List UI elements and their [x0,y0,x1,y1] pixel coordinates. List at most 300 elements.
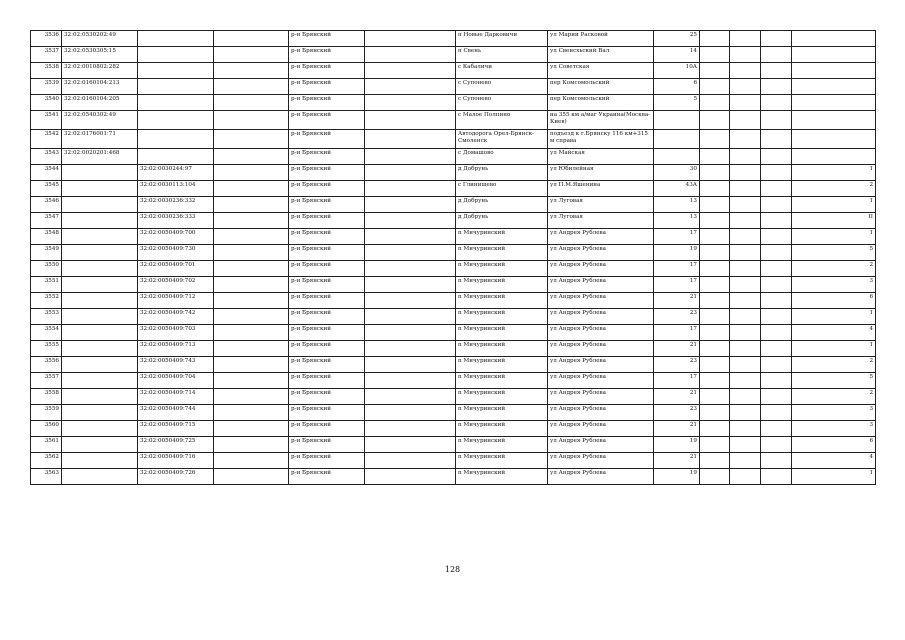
empty-cell [761,197,792,213]
house-cell: 17 [654,325,700,341]
district-cell: р-н Брянский [289,453,365,469]
empty-cell [214,47,289,63]
last-value-cell: 1 [792,165,876,181]
district-cell: р-н Брянский [289,325,365,341]
empty-cell [214,181,289,197]
cadastral-number-a-cell [62,165,138,181]
table-row [31,95,876,111]
district-cell: р-н Брянский [289,63,365,79]
empty-cell [365,149,456,165]
empty-cell [761,309,792,325]
house-cell: 23 [654,405,700,421]
locality-cell: п Мичуринский [456,309,548,325]
empty-cell [761,31,792,47]
row-number-cell: 3544 [31,165,62,181]
street-cell: ул Юбилейная [548,165,654,181]
last-value-cell: 4 [792,325,876,341]
cadastral-number-a-cell: 32:02:0540302:49 [62,111,138,130]
last-value-cell: 1 [792,341,876,357]
row-number-cell: 3547 [31,213,62,229]
empty-cell [761,389,792,405]
empty-cell [700,373,730,389]
empty-cell [214,79,289,95]
empty-cell [214,277,289,293]
empty-cell [700,111,730,130]
last-value-cell [792,111,876,130]
cadastral-number-a-cell [62,293,138,309]
empty-cell [761,245,792,261]
district-cell: р-н Брянский [289,245,365,261]
empty-cell [365,213,456,229]
empty-cell [730,309,761,325]
house-cell: 19 [654,469,700,485]
cadastral-number-b-cell [138,63,214,79]
table-row [31,309,876,325]
empty-cell [730,357,761,373]
table-row [31,357,876,373]
empty-cell [730,111,761,130]
row-number-cell: 3543 [31,149,62,165]
cadastral-number-a-cell [62,229,138,245]
locality-cell: п Мичуринский [456,245,548,261]
empty-cell [365,165,456,181]
locality-cell: п Мичуринский [456,405,548,421]
empty-cell [365,130,456,149]
empty-cell [700,165,730,181]
table-row [31,405,876,421]
district-cell: р-н Брянский [289,213,365,229]
empty-cell [730,197,761,213]
row-number-cell: 3556 [31,357,62,373]
cadastral-number-a-cell [62,389,138,405]
row-number-cell: 3550 [31,261,62,277]
empty-cell [730,63,761,79]
cadastral-number-a-cell [62,405,138,421]
empty-cell [761,453,792,469]
empty-cell [365,453,456,469]
empty-cell [214,197,289,213]
house-cell: 13 [654,213,700,229]
cadastral-number-a-cell [62,245,138,261]
empty-cell [761,437,792,453]
empty-cell [761,111,792,130]
empty-cell [730,245,761,261]
district-cell: р-н Брянский [289,357,365,373]
cadastral-number-a-cell: 32:02:0020201:468 [62,149,138,165]
empty-cell [214,469,289,485]
empty-cell [365,373,456,389]
house-cell: 30 [654,165,700,181]
street-cell: ул Андрея Рублева [548,261,654,277]
empty-cell [700,79,730,95]
last-value-cell: 2 [792,357,876,373]
empty-cell [700,453,730,469]
cadastral-number-a-cell: 32:02:0010802:282 [62,63,138,79]
street-cell: ул Андрея Рублева [548,309,654,325]
cadastral-number-b-cell: 32:02:0050409:714 [138,389,214,405]
row-number-cell: 3546 [31,197,62,213]
locality-cell: д Добрунь [456,197,548,213]
empty-cell [700,229,730,245]
cadastral-number-a-cell [62,421,138,437]
empty-cell [214,357,289,373]
empty-cell [730,229,761,245]
cadastral-number-b-cell: 32:02:0050409:725 [138,437,214,453]
cadastral-number-b-cell [138,95,214,111]
row-number-cell: 3561 [31,437,62,453]
empty-cell [761,181,792,197]
street-cell: ул Андрея Рублева [548,293,654,309]
cadastral-number-b-cell: 32:02:0050409:703 [138,325,214,341]
empty-cell [700,309,730,325]
table-row [31,181,876,197]
table-row [31,261,876,277]
locality-cell: п Мичуринский [456,293,548,309]
empty-cell [700,325,730,341]
cadastral-number-b-cell [138,149,214,165]
street-cell: ул Андрея Рублева [548,341,654,357]
district-cell: р-н Брянский [289,421,365,437]
empty-cell [365,181,456,197]
house-cell: 14 [654,47,700,63]
street-cell: пер Комсомольский [548,79,654,95]
locality-cell: с Супонево [456,79,548,95]
empty-cell [700,405,730,421]
district-cell: р-н Брянский [289,405,365,421]
district-cell: р-н Брянский [289,261,365,277]
empty-cell [761,325,792,341]
row-number-cell: 3562 [31,453,62,469]
locality-cell: с Супонево [456,95,548,111]
empty-cell [365,437,456,453]
empty-cell [214,261,289,277]
empty-cell [700,357,730,373]
street-cell: ул Андрея Рублева [548,229,654,245]
empty-cell [761,165,792,181]
house-cell: 17 [654,229,700,245]
empty-cell [214,293,289,309]
street-cell: ул Луговая [548,213,654,229]
table-row [31,373,876,389]
empty-cell [761,149,792,165]
house-cell: 17 [654,373,700,389]
cadastral-number-b-cell: 32:02:0050409:716 [138,453,214,469]
street-cell: ул Андрея Рублева [548,357,654,373]
empty-cell [761,293,792,309]
row-number-cell: 3554 [31,325,62,341]
district-cell: р-н Брянский [289,31,365,47]
district-cell: р-н Брянский [289,293,365,309]
locality-cell: д Добрунь [456,165,548,181]
empty-cell [700,245,730,261]
street-cell: ул Андрея Рублева [548,405,654,421]
locality-cell: с Малое Полпино [456,111,548,130]
empty-cell [365,79,456,95]
empty-cell [365,469,456,485]
row-number-cell: 3548 [31,229,62,245]
district-cell: р-н Брянский [289,47,365,63]
locality-cell: п Мичуринский [456,421,548,437]
row-number-cell: 3540 [31,95,62,111]
table-row [31,325,876,341]
empty-cell [730,79,761,95]
empty-cell [365,47,456,63]
locality-cell: с Кабаличи [456,63,548,79]
locality-cell: п Новые Дарковичи [456,31,548,47]
table-row [31,47,876,63]
locality-cell: п Мичуринский [456,437,548,453]
last-value-cell [792,149,876,165]
empty-cell [214,245,289,261]
last-value-cell: 2 [792,389,876,405]
empty-cell [730,325,761,341]
table-row [31,63,876,79]
house-cell [654,149,700,165]
cadastral-number-b-cell: 32:02:0050409:726 [138,469,214,485]
cadastral-number-a-cell [62,357,138,373]
table-row [31,421,876,437]
street-cell: ул Андрея Рублева [548,421,654,437]
empty-cell [700,421,730,437]
table-row [31,165,876,181]
empty-cell [214,325,289,341]
empty-cell [214,130,289,149]
street-cell: ул Андрея Рублева [548,453,654,469]
district-cell: р-н Брянский [289,229,365,245]
cadastral-number-b-cell: 32:02:0050409:713 [138,341,214,357]
house-cell: 13 [654,197,700,213]
empty-cell [214,309,289,325]
empty-cell [700,63,730,79]
district-cell: р-н Брянский [289,149,365,165]
empty-cell [365,63,456,79]
empty-cell [761,277,792,293]
empty-cell [700,437,730,453]
district-cell: р-н Брянский [289,437,365,453]
last-value-cell [792,31,876,47]
street-cell: ул Андрея Рублева [548,245,654,261]
last-value-cell: 6 [792,437,876,453]
empty-cell [730,373,761,389]
cadastral-number-b-cell: 32:02:0050409:742 [138,309,214,325]
row-number-cell: 3536 [31,31,62,47]
cadastral-number-a-cell: 32:02:0530305:15 [62,47,138,63]
house-cell: 6 [654,79,700,95]
last-value-cell: 3 [792,405,876,421]
empty-cell [761,47,792,63]
empty-cell [214,229,289,245]
empty-cell [700,341,730,357]
district-cell: р-н Брянский [289,373,365,389]
empty-cell [214,63,289,79]
table-row [31,79,876,95]
street-cell: ул Советская [548,63,654,79]
empty-cell [214,111,289,130]
last-value-cell: 6 [792,293,876,309]
table-row [31,277,876,293]
empty-cell [365,421,456,437]
empty-cell [365,341,456,357]
locality-cell: п Мичуринский [456,389,548,405]
cadastral-number-a-cell [62,453,138,469]
house-cell [654,111,700,130]
cadastral-number-a-cell [62,325,138,341]
empty-cell [730,421,761,437]
street-cell: ул Андрея Рублева [548,389,654,405]
empty-cell [214,95,289,111]
empty-cell [730,213,761,229]
last-value-cell: 5 [792,373,876,389]
last-value-cell: 2 [792,181,876,197]
cadastral-number-b-cell: 32:02:0050409:704 [138,373,214,389]
cadastral-number-b-cell: 32:02:0050409:702 [138,277,214,293]
empty-cell [214,405,289,421]
empty-cell [365,261,456,277]
row-number-cell: 3537 [31,47,62,63]
empty-cell [761,95,792,111]
district-cell: р-н Брянский [289,181,365,197]
cadastral-number-b-cell: 32:02:0050409:701 [138,261,214,277]
table-row [31,149,876,165]
cadastral-number-a-cell [62,341,138,357]
house-cell: 25 [654,31,700,47]
empty-cell [700,277,730,293]
cadastral-number-a-cell: 32:02:0176001:71 [62,130,138,149]
house-cell: 43А [654,181,700,197]
empty-cell [700,293,730,309]
cadastral-number-a-cell: 32:02:0160104:213 [62,79,138,95]
row-number-cell: 3545 [31,181,62,197]
empty-cell [730,293,761,309]
cadastral-number-b-cell [138,130,214,149]
last-value-cell: 3 [792,277,876,293]
cadastral-number-b-cell: 32:02:0030244:97 [138,165,214,181]
row-number-cell: 3558 [31,389,62,405]
empty-cell [730,437,761,453]
row-number-cell: 3539 [31,79,62,95]
house-cell: 17 [654,277,700,293]
cadastral-number-b-cell: 32:02:0050409:715 [138,421,214,437]
row-number-cell: 3560 [31,421,62,437]
street-cell: ул Марии Расковой [548,31,654,47]
empty-cell [761,79,792,95]
locality-cell: Автодорога Орел-Брянск-Смоленск [456,130,548,149]
empty-cell [730,47,761,63]
table-row [31,469,876,485]
locality-cell: п Мичуринский [456,453,548,469]
empty-cell [761,469,792,485]
street-cell: ул Майская [548,149,654,165]
row-number-cell: 3552 [31,293,62,309]
cadastral-number-b-cell: 32:02:0050409:744 [138,405,214,421]
row-number-cell: 3557 [31,373,62,389]
house-cell: 23 [654,357,700,373]
empty-cell [700,149,730,165]
empty-cell [365,389,456,405]
empty-cell [730,389,761,405]
district-cell: р-н Брянский [289,130,365,149]
empty-cell [730,95,761,111]
empty-cell [761,405,792,421]
cadastral-number-a-cell [62,261,138,277]
empty-cell [700,130,730,149]
locality-cell: п Свень [456,47,548,63]
empty-cell [365,405,456,421]
last-value-cell: 4 [792,453,876,469]
empty-cell [700,213,730,229]
locality-cell: п Мичуринский [456,325,548,341]
empty-cell [214,389,289,405]
empty-cell [730,31,761,47]
street-cell: ул Луговая [548,197,654,213]
cadastral-number-a-cell [62,469,138,485]
table-row [31,213,876,229]
empty-cell [730,261,761,277]
street-cell: ул Андрея Рублева [548,437,654,453]
house-cell: 21 [654,341,700,357]
cadastral-number-a-cell: 32:02:0530202:49 [62,31,138,47]
house-cell: 19 [654,437,700,453]
street-cell: пер Комсомольский [548,95,654,111]
empty-cell [700,261,730,277]
last-value-cell: 1 [792,229,876,245]
cadastral-number-a-cell [62,181,138,197]
empty-cell [365,277,456,293]
locality-cell: п Мичуринский [456,373,548,389]
house-cell: 23 [654,309,700,325]
empty-cell [214,453,289,469]
cadastral-number-b-cell: 32:02:0050409:730 [138,245,214,261]
table-row [31,437,876,453]
last-value-cell: 3 [792,421,876,437]
street-cell: ул Андрея Рублева [548,469,654,485]
empty-cell [730,469,761,485]
empty-cell [214,437,289,453]
last-value-cell: 5 [792,245,876,261]
house-cell: 21 [654,389,700,405]
locality-cell: с Глинищево [456,181,548,197]
street-cell: ул Андрея Рублева [548,277,654,293]
empty-cell [214,213,289,229]
house-cell: 17 [654,261,700,277]
empty-cell [761,229,792,245]
empty-cell [761,130,792,149]
last-value-cell: 1 [792,469,876,485]
row-number-cell: 3542 [31,130,62,149]
house-cell: 21 [654,453,700,469]
table-row [31,389,876,405]
empty-cell [730,405,761,421]
table-row [31,453,876,469]
cadastral-number-b-cell [138,47,214,63]
district-cell: р-н Брянский [289,469,365,485]
row-number-cell: 3559 [31,405,62,421]
empty-cell [730,181,761,197]
last-value-cell [792,130,876,149]
empty-cell [365,111,456,130]
district-cell: р-н Брянский [289,95,365,111]
district-cell: р-н Брянский [289,197,365,213]
house-cell: 10А [654,63,700,79]
street-cell: подъезд к г.Брянску 116 км+315 м справа [548,130,654,149]
empty-cell [761,373,792,389]
district-cell: р-н Брянский [289,111,365,130]
empty-cell [730,277,761,293]
cadastral-number-a-cell [62,213,138,229]
house-cell: 5 [654,95,700,111]
empty-cell [700,197,730,213]
cadastral-number-b-cell: 32:02:0050409:743 [138,357,214,373]
